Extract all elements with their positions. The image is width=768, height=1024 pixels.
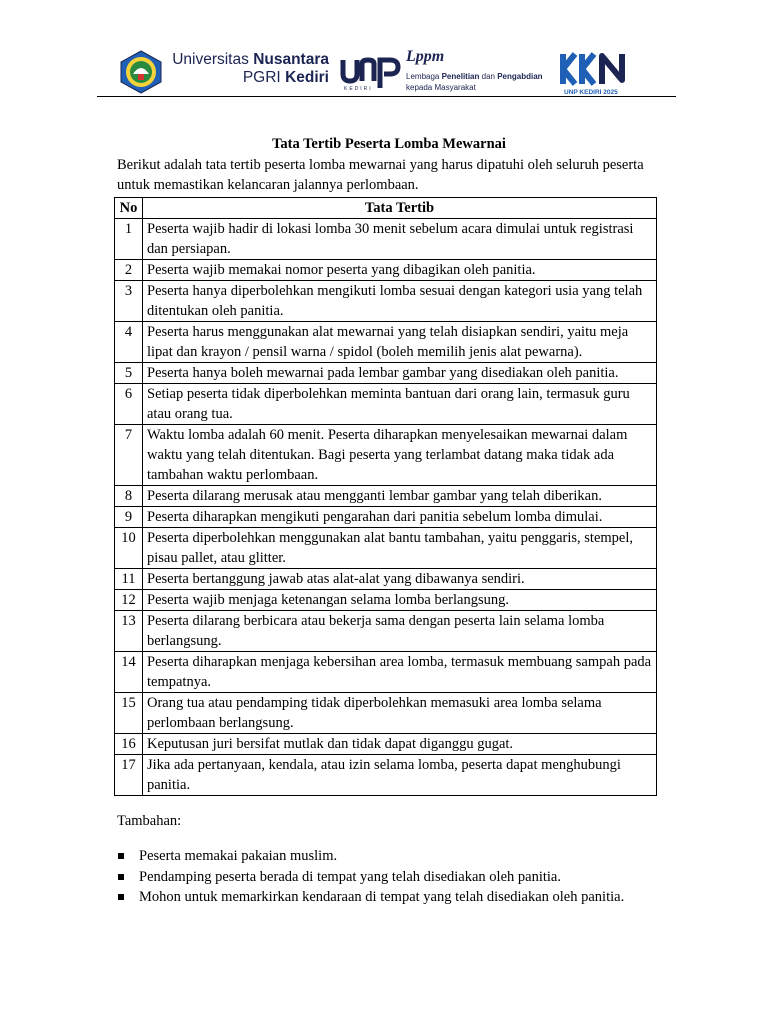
square-bullet-icon: [118, 894, 124, 900]
rule-number: 8: [115, 486, 143, 507]
column-header-rule: Tata Tertib: [143, 198, 657, 219]
rule-text: Peserta wajib hadir di lokasi lomba 30 menit sebelum acara dimulai untuk registrasi dan persiapan.: [143, 219, 657, 260]
list-item-text: Peserta memakai pakaian muslim.: [139, 848, 338, 864]
document-title: Tata Tertib Peserta Lomba Mewarnai: [272, 136, 506, 152]
list-item-text: Pendamping peserta berada di tempat yang telah disediakan oleh panitia.: [139, 868, 561, 885]
table-row: [115, 322, 657, 363]
rule-number: 9: [115, 507, 143, 528]
rule-text: Peserta dilarang berbicara atau bekerja sama dengan peserta lain selama lomba berlangsung.: [143, 611, 657, 652]
rules-table-body: [115, 219, 657, 796]
university-name-line1-bold: Nusantara: [253, 51, 329, 68]
rules-table: [114, 197, 657, 796]
table-row: [115, 590, 657, 611]
rule-text: Keputusan juri bersifat mutlak dan tidak dapat diganggu gugat.: [143, 734, 657, 755]
table-header-row: [115, 198, 657, 219]
list-item-text: Mohon untuk memarkirkan kendaraan di tempat yang telah disediakan oleh panitia.: [139, 889, 625, 905]
rule-number: 15: [115, 693, 143, 734]
university-name: [169, 51, 329, 87]
lppm-wordmark: Lppm: [406, 48, 445, 65]
rule-text: Peserta diharapkan menjaga kebersihan area lomba, termasuk membuang sampah pada tempatnya.: [143, 652, 657, 693]
rule-number: 11: [115, 569, 143, 590]
rule-text: Peserta wajib memakai nomor peserta yang dibagikan oleh panitia.: [143, 260, 657, 281]
rule-number: 12: [115, 590, 143, 611]
rule-text: Jika ada pertanyaan, kendala, atau izin selama lomba, peserta dapat menghubungi panitia.: [143, 755, 657, 796]
unp-kediri-logo: [340, 52, 402, 92]
unp-logo-subtext: KEDIRI: [344, 86, 373, 92]
university-name-line2: PGRI: [242, 69, 281, 86]
rule-number: 13: [115, 611, 143, 652]
header-divider: [97, 96, 676, 97]
column-header-no: No: [115, 198, 143, 219]
lppm-text-d: Pengabdian: [497, 72, 543, 81]
lppm-description: [406, 71, 556, 93]
square-bullet-icon: [118, 874, 124, 880]
list-item: [117, 867, 624, 888]
letterhead: [97, 44, 676, 96]
rule-text: Peserta dilarang merusak atau mengganti lembar gambar yang telah diberikan.: [143, 486, 657, 507]
square-bullet-icon: [118, 853, 124, 859]
rule-text: Orang tua atau pendamping tidak diperbolehkan memasuki area lomba selama perlombaan berlangsung.: [143, 693, 657, 734]
university-name-line2-bold: Kediri: [285, 69, 329, 86]
rule-number: 10: [115, 528, 143, 569]
rule-text: Peserta hanya diperbolehkan mengikuti lomba sesuai dengan kategori usia yang telah ditentukan oleh panitia.: [143, 281, 657, 322]
rule-number: 17: [115, 755, 143, 796]
rule-text: Peserta hanya boleh mewarnai pada lembar gambar yang disediakan oleh panitia.: [143, 363, 657, 384]
table-row: [115, 507, 657, 528]
table-row: [115, 281, 657, 322]
rule-text: Waktu lomba adalah 60 menit. Peserta diharapkan menyelesaikan mewarnai dalam waktu yang telah ditentukan. Bagi peserta yang terlambat datang maka tidak ada tambahan waktu perlombaan.: [143, 425, 657, 486]
rule-number: 3: [115, 281, 143, 322]
university-name-line1: Universitas: [172, 51, 249, 68]
lppm-text-line2: kepada Masyarakat: [406, 83, 476, 92]
rule-number: 5: [115, 363, 143, 384]
table-row: [115, 486, 657, 507]
table-row: [115, 219, 657, 260]
list-item: [117, 846, 624, 867]
table-row: [115, 384, 657, 425]
kkn-logo: [560, 50, 634, 96]
rule-number: 4: [115, 322, 143, 363]
list-item: [117, 887, 624, 908]
rule-text: Setiap peserta tidak diperbolehkan meminta bantuan dari orang lain, termasuk guru atau orang tua.: [143, 384, 657, 425]
table-row: [115, 734, 657, 755]
additional-list: [117, 846, 624, 908]
rule-text: Peserta diperbolehkan menggunakan alat bantu tambahan, yaitu penggaris, stempel, pisau pallet, atau glitter.: [143, 528, 657, 569]
table-row: [115, 363, 657, 384]
university-seal-icon: [119, 50, 163, 94]
rule-number: 6: [115, 384, 143, 425]
kkn-logo-subtext: UNP KEDIRI 2025: [564, 89, 618, 96]
rule-text: Peserta diharapkan mengikuti pengarahan dari panitia sebelum lomba dimulai.: [143, 507, 657, 528]
rule-text: Peserta wajib menjaga ketenangan selama lomba berlangsung.: [143, 590, 657, 611]
rule-number: 7: [115, 425, 143, 486]
table-row: [115, 425, 657, 486]
table-row: [115, 528, 657, 569]
rule-number: 2: [115, 260, 143, 281]
lppm-text-b: Penelitian: [441, 72, 480, 81]
rule-text: Peserta bertanggung jawab atas alat-alat yang dibawanya sendiri.: [143, 569, 657, 590]
rule-text: Peserta harus menggunakan alat mewarnai yang telah disiapkan sendiri, yaitu meja lipat dan krayon / pensil warna / spidol (boleh memilih jenis alat pewarna).: [143, 322, 657, 363]
rule-number: 1: [115, 219, 143, 260]
table-row: [115, 693, 657, 734]
rule-number: 14: [115, 652, 143, 693]
table-row: [115, 755, 657, 796]
intro-paragraph: Berikut adalah tata tertib peserta lomba mewarnai yang harus dipatuhi oleh seluruh peserta untuk memastikan kelancaran jalannya perlombaan.: [117, 157, 644, 193]
lppm-text-a: Lembaga: [406, 72, 440, 81]
table-row: [115, 569, 657, 590]
table-row: [115, 260, 657, 281]
additional-label: Tambahan:: [117, 813, 182, 829]
rule-number: 16: [115, 734, 143, 755]
table-row: [115, 652, 657, 693]
lppm-text-c: dan: [481, 72, 495, 81]
table-row: [115, 611, 657, 652]
